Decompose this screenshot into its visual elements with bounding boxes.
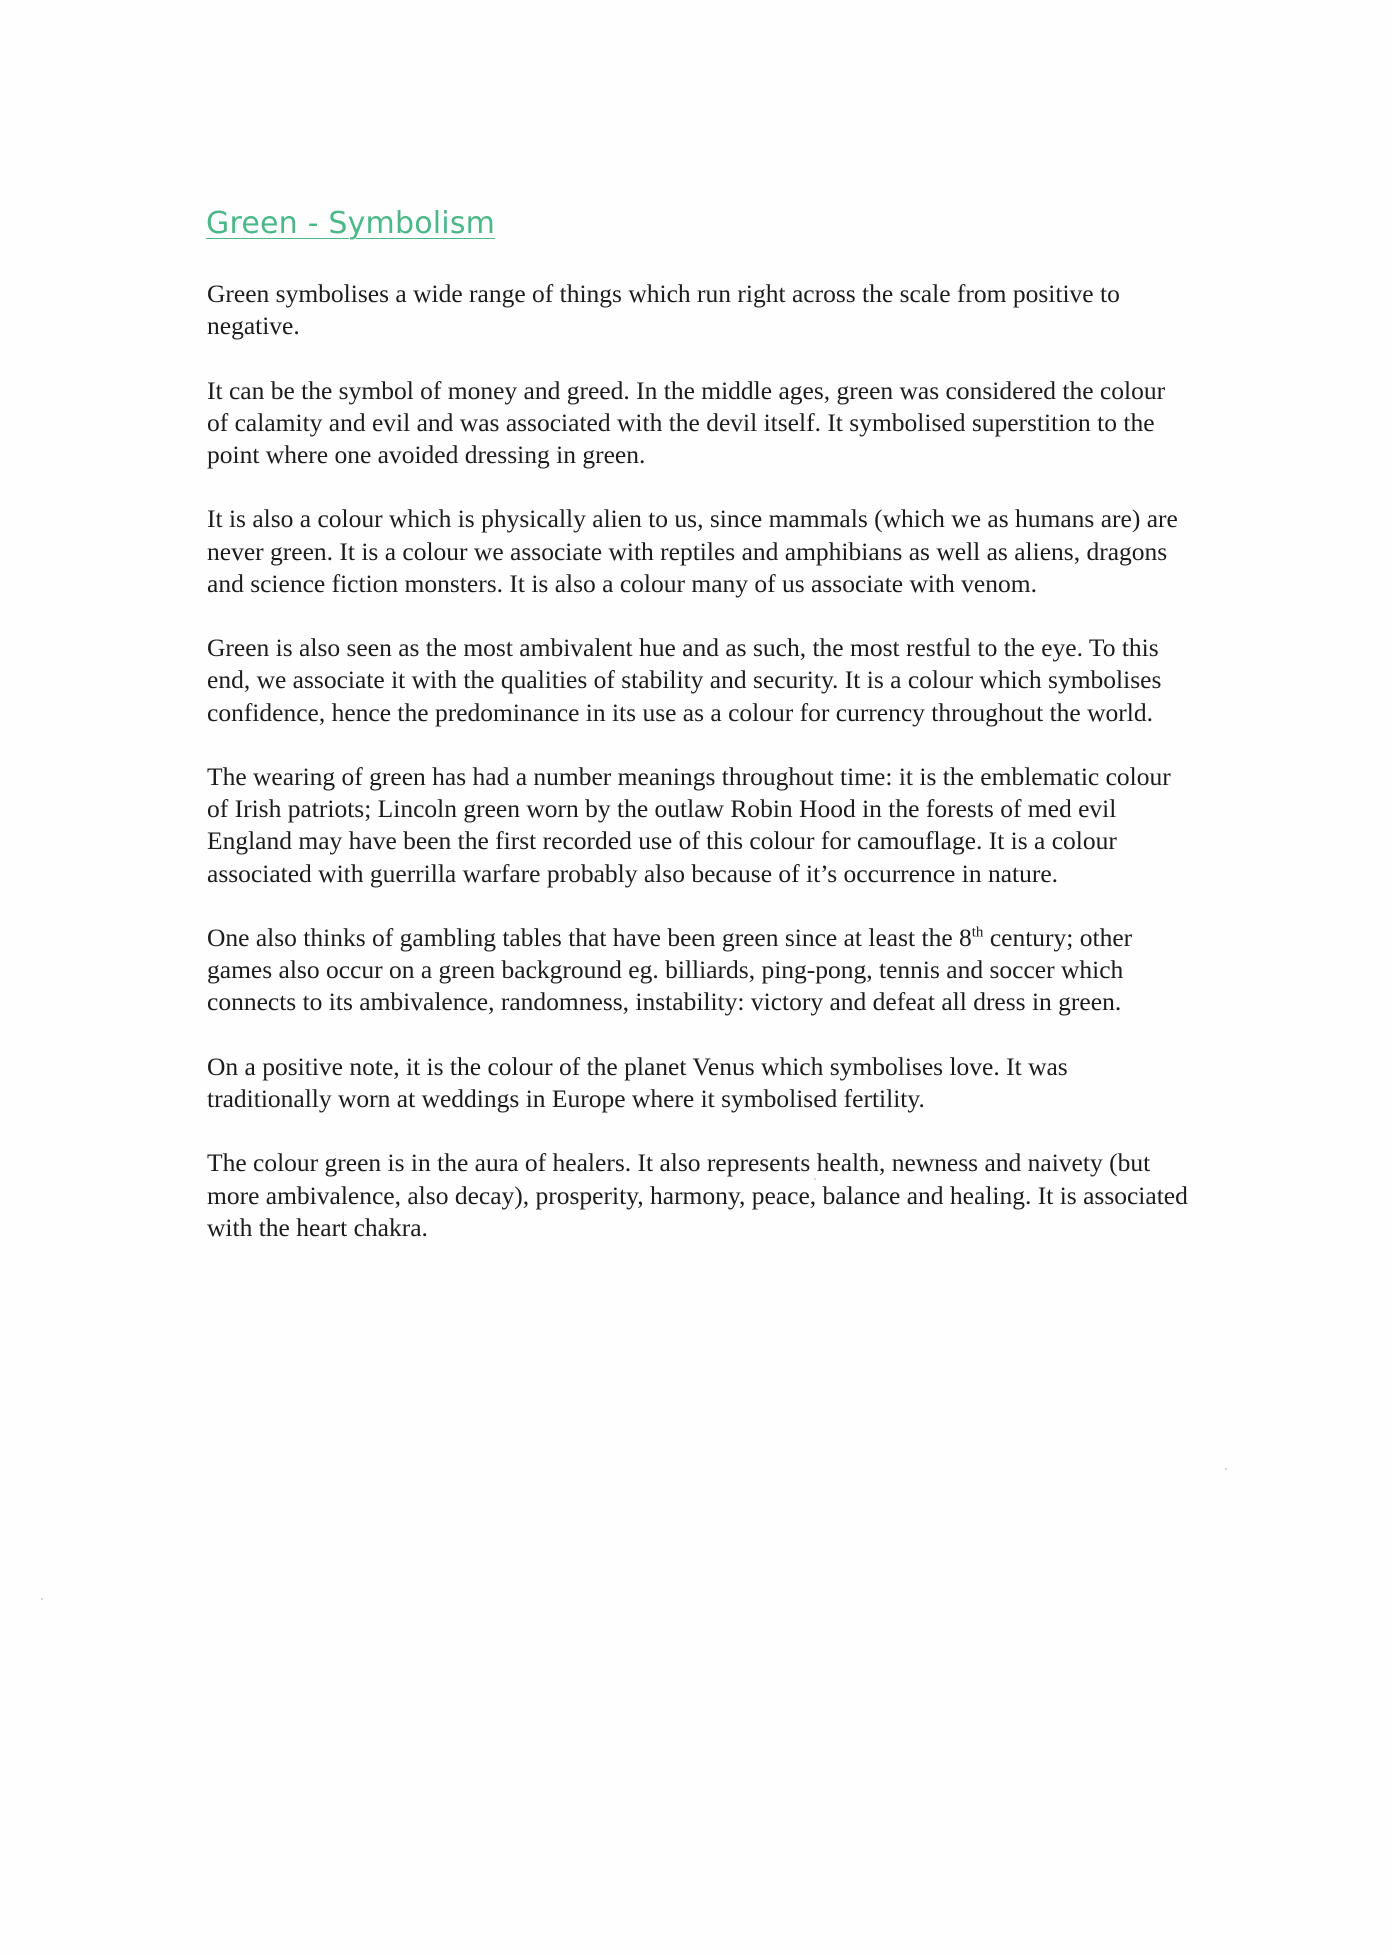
scan-speck <box>1225 1468 1227 1470</box>
scan-speck <box>41 1598 43 1600</box>
paragraph-3: It is also a colour which is physically alien to us, since mammals (which we as humans are) are never green. It is a colour we associate with reptiles and amphibians as well as aliens, dragons and science fiction monsters. It is also a colour many of us associate with venom. <box>207 504 1178 598</box>
paragraph-2: It can be the symbol of money and greed. In the middle ages, green was considered the colour of calamity and evil and was associated with the devil itself. It symbolised superstition to the point where one avoided dressing in green. <box>207 375 1166 469</box>
paragraph-6-part-2: century; other games also occur on a green background eg. billiards, ping-pong, tennis and soccer which connects to its ambivalence, randomness, instability: victory and defeat all dress in green. <box>207 922 1133 1017</box>
paragraph-5: The wearing of green has had a number meanings throughout time: it is the emblematic colour of Irish patriots; Lincoln green worn by the outlaw Robin Hood in the forests of med evil England may have been the first recorded use of this colour for camouflage. It is a colour associated with guerrilla warfare probably also because of it’s occurrence in nature. <box>207 761 1171 888</box>
document-body <box>207 278 1192 1244</box>
paragraph-6-part-1: One also thinks of gambling tables that have been green since at least the 8 <box>207 922 972 952</box>
paragraph-6 <box>207 922 1192 1019</box>
ordinal-superscript: th <box>971 924 984 941</box>
paragraph-1: Green symbolises a wide range of things which run right across the scale from positive to negative. <box>207 279 1120 341</box>
scan-speck <box>814 1178 816 1180</box>
paragraph-4: Green is also seen as the most ambivalent hue and as such, the most restful to the eye. To this end, we associate it with the qualities of stability and security. It is a colour which symbolises confidence, hence the predominance in its use as a colour for currency throughout the world. <box>207 633 1162 727</box>
paragraph-7: On a positive note, it is the colour of the planet Venus which symbolises love. It was traditionally worn at weddings in Europe where it symbolised fertility. <box>207 1051 1068 1113</box>
document-title: Green - Symbolism <box>206 206 496 241</box>
paragraph-8: The colour green is in the aura of healers. It also represents health, newness and naivety (but more ambivalence, also decay), prosperity, harmony, peace, balance and healing. It is associated with the heart chakra. <box>207 1148 1188 1242</box>
